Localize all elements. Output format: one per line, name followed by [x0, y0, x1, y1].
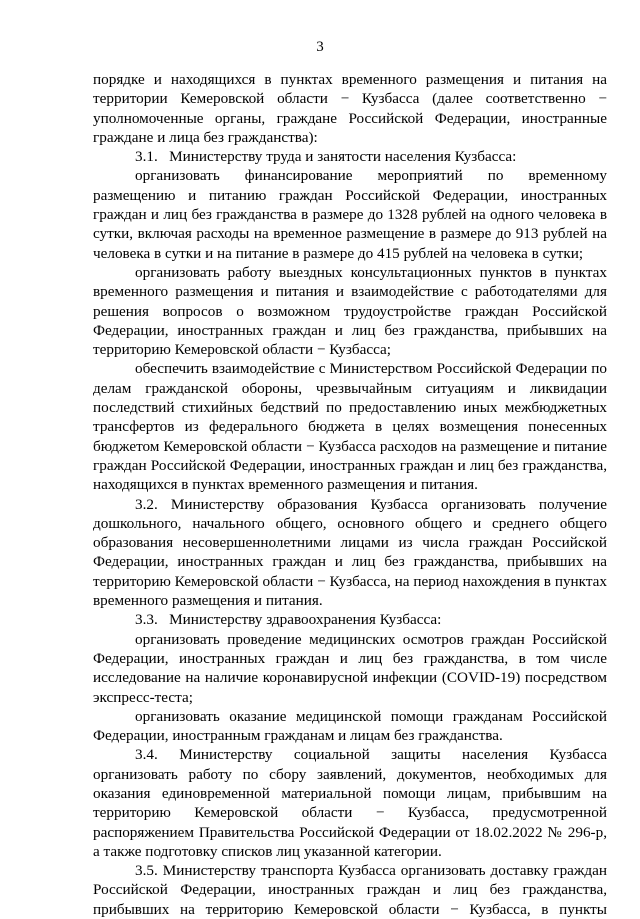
paragraph-intro: порядке и находящихся в пунктах временного размещения и питания на территории Кемеровской области − Кузбасса (далее соответственно − уполномоченные органы, граждане Российской Федерации, иностранные граждане и лица без гражданства): [93, 71, 607, 146]
page-number: 3 [316, 39, 324, 55]
paragraph-3-4-social: 3.4. Министерству социальной защиты населения Кузбасса организовать работу по сбору заявлений, документов, необходимых для оказания единовременной материальной помощи лицам, прибывшим на территорию Кемеровской области − Кузбасса, предусмотренной распоряжением Правительства Российской Федерации от 18.02.2022 № 296-р, а также подготовку списков лиц указанной категории. [93, 746, 607, 860]
document-body [93, 70, 607, 919]
paragraph-3-1-consulting: организовать работу выездных консультационных пунктов в пунктах временного размещения и питания и взаимодействие с работодателями для решения вопросов о возможном трудоустройстве граждан Российской Федерации, иностранных граждан и лиц без гражданства, прибывших на территорию Кемеровской области − Кузбасса; [93, 263, 607, 359]
paragraph-3-5-transport: 3.5. Министерству транспорта Кузбасса организовать доставку граждан Российской Федерации, иностранных граждан и лиц без гражданства, прибывших на территорию Кемеровской области − Кузбасса, в пункты [93, 862, 607, 918]
paragraph-3-1-heading: 3.1. Министерству труда и занятости населения Кузбасса: [135, 148, 517, 166]
paragraph-3-1-financing: организовать финансирование мероприятий по временному размещению и питанию граждан Российской Федерации, иностранных граждан и лиц без гражданства в размере до 1328 рублей на одного человека в сутки, включая расходы на временное размещение в размере до 913 рублей на человека в сутки и на питание в размере до 415 рублей на человека в сутки; [93, 167, 607, 262]
paragraph-3-2-education: 3.2. Министерству образования Кузбасса организовать получение дошкольного, начального общего, основного общего и среднего общего образования несовершеннолетними лицами из числа граждан Российской Федерации, иностранных граждан и лиц без гражданства, прибывших на территорию Кемеровской области − Кузбасса, на период нахождения в пунктах временного размещения и питания. [93, 495, 607, 610]
paragraph-3-3-medical-exams: организовать проведение медицинских осмотров граждан Российской Федерации, иностранных граждан и лиц без гражданства, в том числе исследование на наличие коронавирусной инфекции (COVID-19) посредством экспресс-теста; [93, 630, 607, 706]
paragraph-3-1-interaction: обеспечить взаимодействие с Министерством Российской Федерации по делам гражданской обороны, чрезвычайным ситуациям и ликвидации последствий стихийных бедствий по предоставлению иных межбюджетных трансфертов из федерального бюджета в целях возмещения понесенных бюджетом Кемеровской области − Кузбасса расходов на размещение и питание граждан Российской Федерации, иностранных граждан и лиц без гражданства, находящихся в пунктах временного размещения и питания. [93, 360, 607, 494]
paragraph-3-3-heading: 3.3. Министерству здравоохранения Кузбасса: [135, 611, 442, 629]
paragraph-3-3-medical-help: организовать оказание медицинской помощи гражданам Российской Федерации, иностранным гражданам и лицам без гражданства. [93, 707, 607, 745]
